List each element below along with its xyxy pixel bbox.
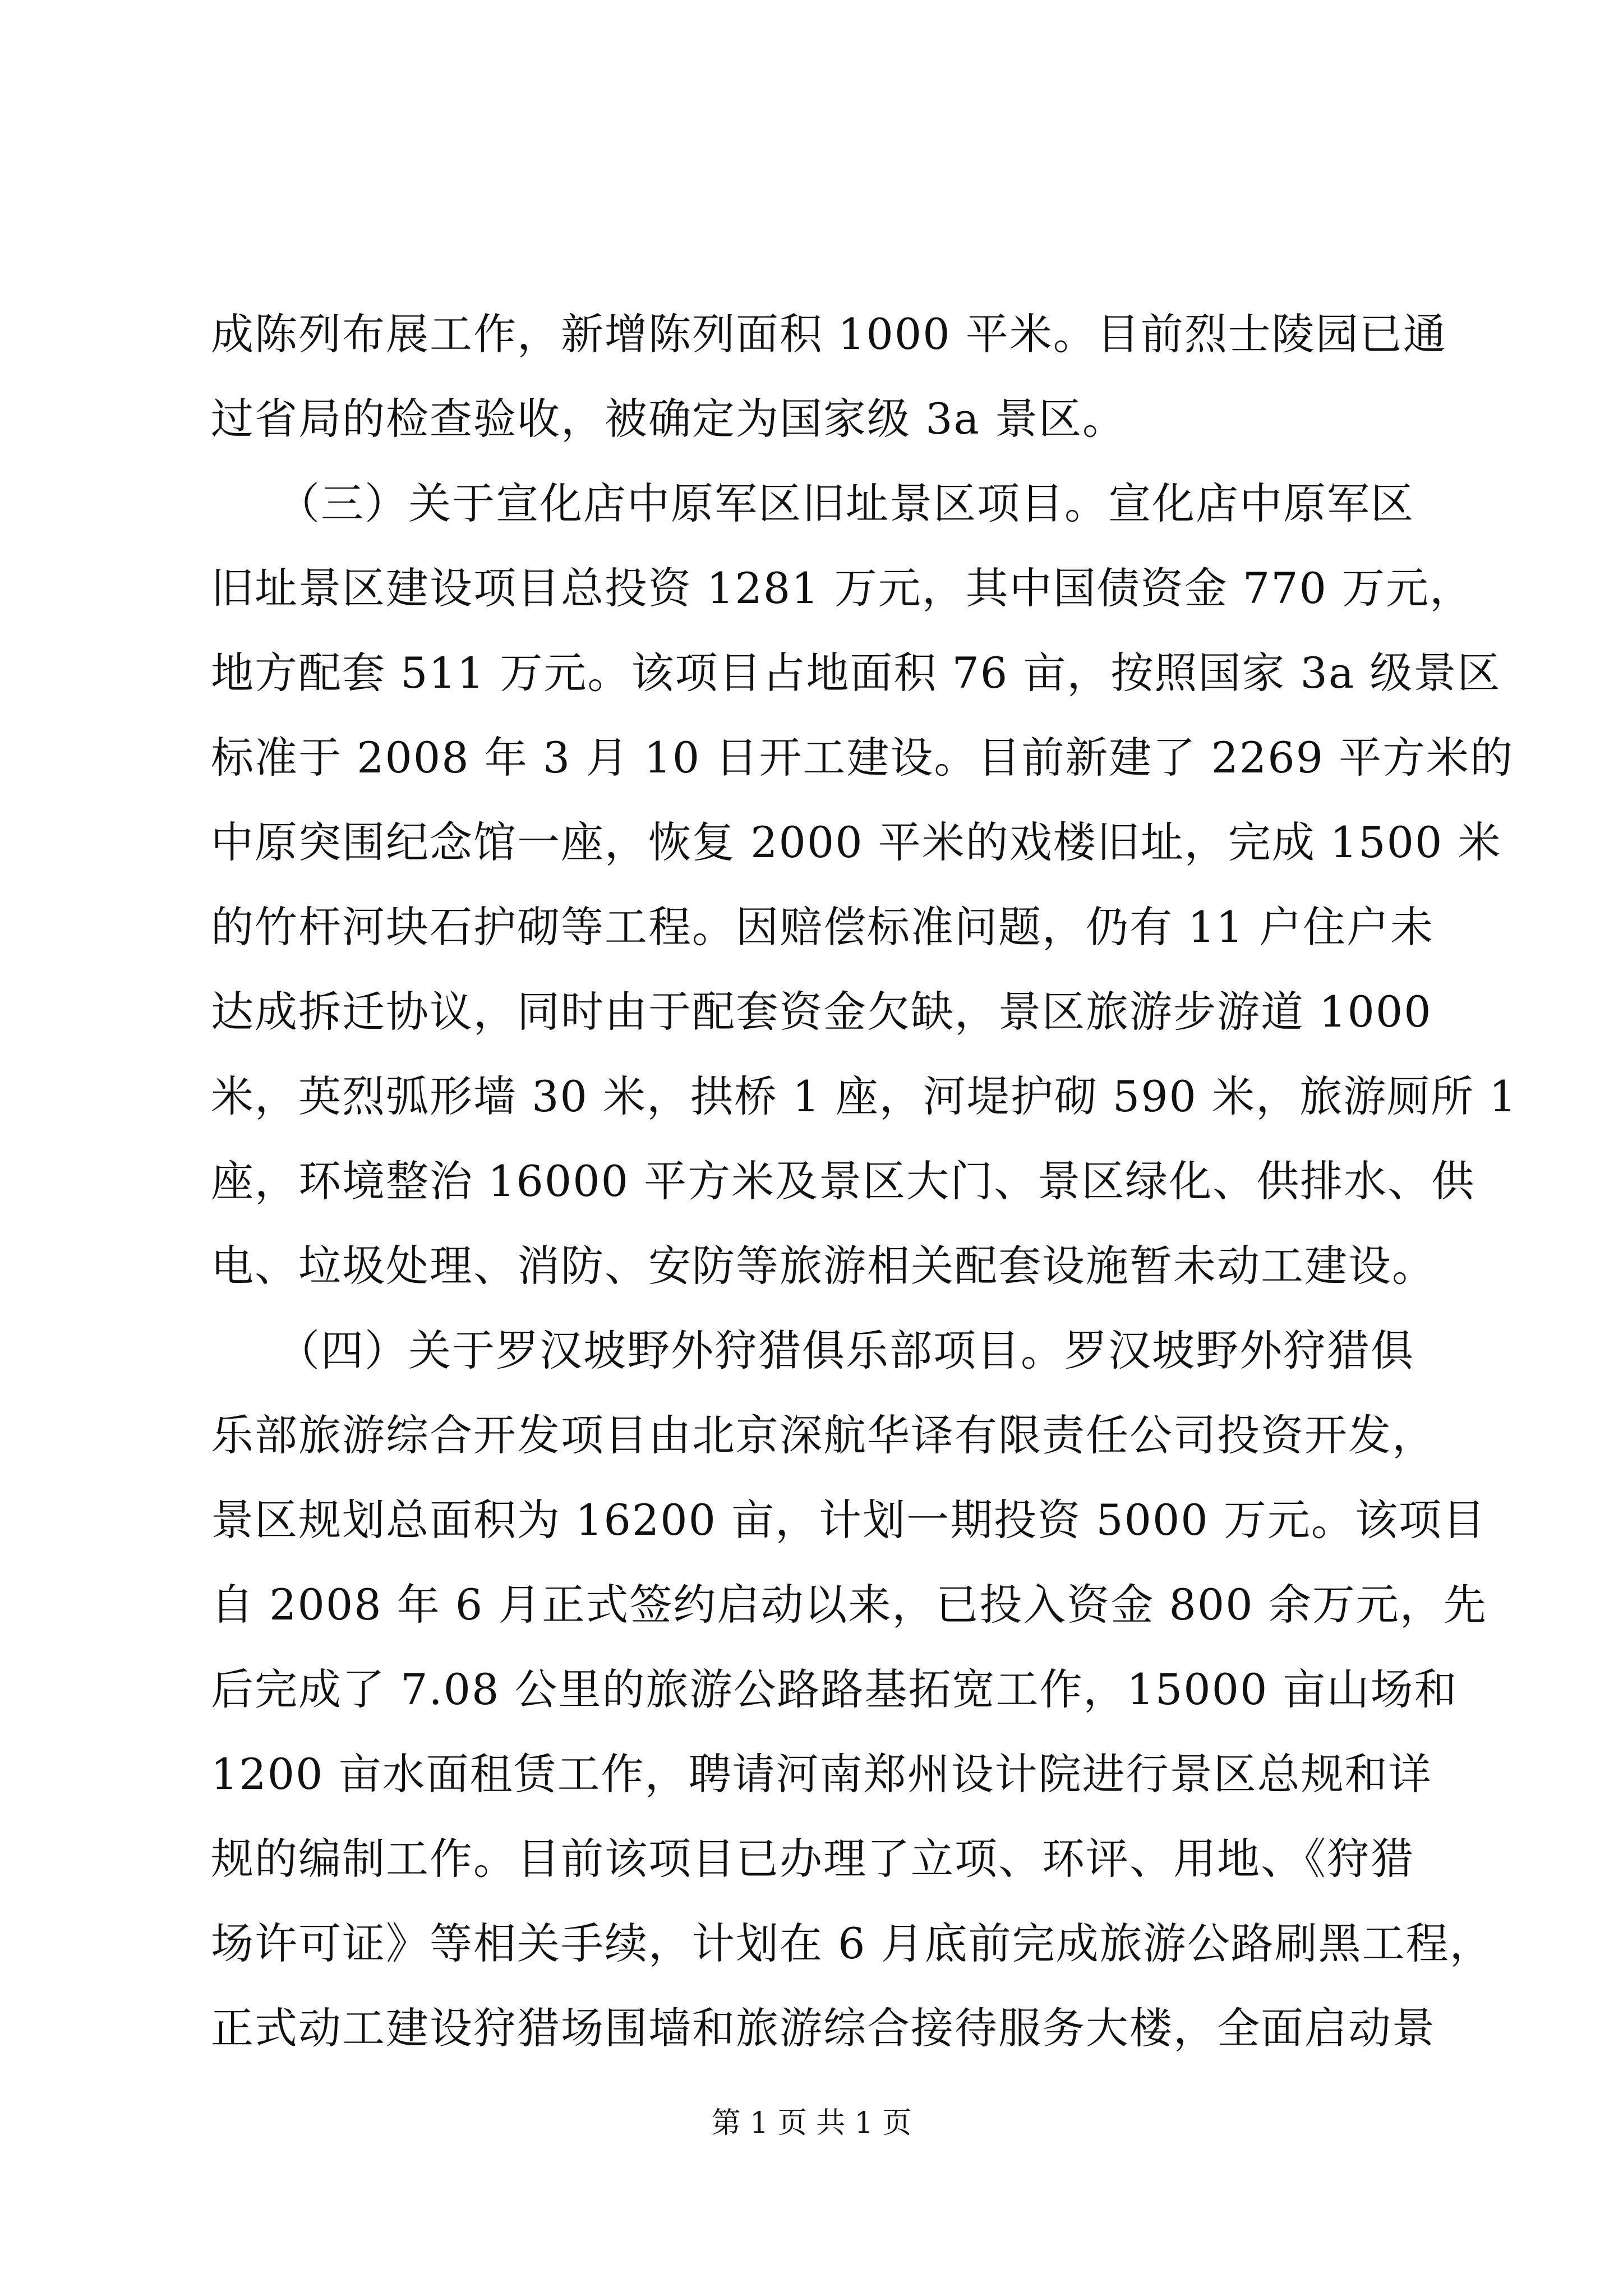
text-line: （四）关于罗汉坡野外狩猎俱乐部项目。罗汉坡野外狩猎俱 — [211, 1326, 1414, 1375]
text-line: 过省局的检查验收，被确定为国家级 3a 景区。 — [211, 394, 1126, 444]
text-line: 旧址景区建设项目总投资 1281 万元，其中国债资金 770 万元， — [211, 563, 1474, 613]
text-line: 规的编制工作。目前该项目已办理了立项、环评、用地、《狩猎 — [211, 1834, 1414, 1884]
document-body — [211, 292, 1518, 2070]
text-line: 景区规划总面积为 16200 亩，计划一期投资 5000 万元。该项目 — [211, 1495, 1486, 1545]
text-line: 达成拆迁协议，同时由于配套资金欠缺，景区旅游步游道 1000 — [211, 987, 1432, 1037]
text-line: 电、垃圾处理、消防、安防等旅游相关配套设施暂未动工建设。 — [211, 1241, 1436, 1291]
text-line: 乐部旅游综合开发项目由北京深航华译有限责任公司投资开发， — [211, 1410, 1436, 1460]
text-line: 1200 亩水面租赁工作，聘请河南郑州设计院进行景区总规和详 — [211, 1749, 1432, 1799]
text-line: （三）关于宣化店中原军区旧址景区项目。宣化店中原军区 — [211, 478, 1414, 528]
text-line: 成陈列布展工作，新增陈列面积 1000 平米。目前烈士陵园已通 — [211, 309, 1447, 359]
text-line: 的竹杆河块石护砌等工程。因赔偿标准问题，仍有 11 户住户未 — [211, 902, 1435, 952]
text-line: 座，环境整治 16000 平方米及景区大门、景区绿化、供排水、供 — [211, 1156, 1476, 1206]
text-line: 地方配套 511 万元。该项目占地面积 76 亩，按照国家 3a 级景区 — [211, 648, 1501, 698]
text-line: 标准于 2008 年 3 月 10 日开工建设。目前新建了 2269 平方米的 — [211, 733, 1514, 783]
text-line: 米，英烈弧形墙 30 米，拱桥 1 座，河堤护砌 590 米，旅游厕所 1 — [211, 1071, 1518, 1121]
text-line: 中原突围纪念馆一座，恢复 2000 平米的戏楼旧址，完成 1500 米 — [211, 817, 1502, 867]
text-line: 自 2008 年 6 月正式签约启动以来，已投入资金 800 余万元，先 — [211, 1580, 1487, 1630]
page-number-footer: 第 1 页 共 1 页 — [711, 2106, 912, 2140]
text-line: 正式动工建设狩猎场围墙和旅游综合接待服务大楼，全面启动景 — [211, 2003, 1436, 2053]
text-line: 场许可证》等相关手续，计划在 6 月底前完成旅游公路刷黑工程， — [211, 1918, 1493, 1968]
text-line: 后完成了 7.08 公里的旅游公路路基拓宽工作，15000 亩山场和 — [211, 1664, 1458, 1714]
